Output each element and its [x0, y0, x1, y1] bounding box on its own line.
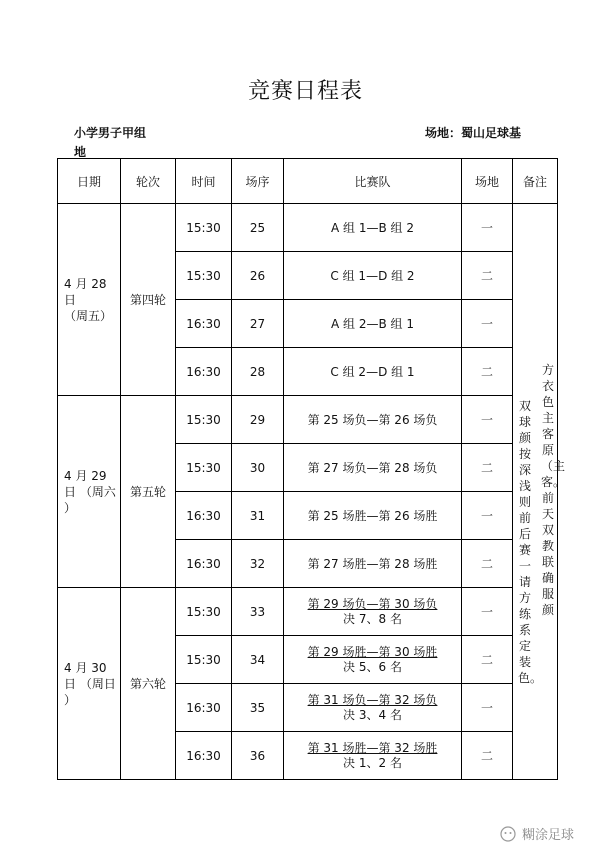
teams-cell: C 组 2—D 组 1 — [284, 348, 462, 396]
watermark — [500, 824, 574, 843]
seq-cell: 25 — [232, 204, 284, 252]
seq-cell: 35 — [232, 684, 284, 732]
header-row — [58, 159, 558, 204]
teams-main: 第 29 场胜—第 30 场胜 — [307, 644, 438, 659]
time-cell: 15:30 — [176, 396, 232, 444]
date-cell — [58, 588, 121, 780]
teams-sub: 决 5、6 名 — [343, 659, 402, 674]
note-cell — [513, 204, 566, 780]
table-row — [58, 204, 558, 252]
teams-main: 第 31 场胜—第 32 场胜 — [307, 740, 438, 755]
header-teams: 比赛队 — [284, 159, 462, 204]
page-title: 竞赛日程表 — [247, 79, 363, 104]
time-cell: 15:30 — [176, 252, 232, 300]
date-line: 日 （周六 — [64, 484, 116, 499]
seq-cell: 33 — [232, 588, 284, 636]
teams-cell — [284, 684, 462, 732]
teams-main: 第 29 场负—第 30 场负 — [307, 596, 438, 611]
table-row — [58, 396, 558, 444]
seq-cell: 32 — [232, 540, 284, 588]
date-line: 4 月 30 — [64, 660, 107, 675]
venue-label: 场地：蜀山足球基 — [425, 126, 522, 140]
teams-cell: 第 25 场胜—第 26 场胜 — [284, 492, 462, 540]
group-name: 小学男子甲组 — [74, 126, 147, 140]
seq-cell: 34 — [232, 636, 284, 684]
seq-cell: 30 — [232, 444, 284, 492]
group-label — [74, 124, 194, 162]
date-line: 4 月 29 — [64, 468, 107, 483]
seq-cell: 26 — [232, 252, 284, 300]
round-cell: 第四轮 — [121, 204, 176, 396]
watermark-text: 糊涂足球 — [522, 828, 575, 843]
field-cell: 一 — [462, 588, 513, 636]
header-note: 备注 — [513, 159, 558, 204]
field-cell: 二 — [462, 444, 513, 492]
time-cell: 15:30 — [176, 204, 232, 252]
field-cell: 一 — [462, 684, 513, 732]
field-cell: 一 — [462, 396, 513, 444]
round-cell: 第六轮 — [121, 588, 176, 780]
field-cell: 二 — [462, 636, 513, 684]
round-cell: 第五轮 — [121, 396, 176, 588]
time-cell: 16:30 — [176, 540, 232, 588]
teams-cell: 第 25 场负—第 26 场负 — [284, 396, 462, 444]
teams-main: 第 31 场负—第 32 场负 — [307, 692, 438, 707]
group-name-tail: 地 — [74, 145, 87, 159]
time-cell: 16:30 — [176, 684, 232, 732]
date-line: ） — [64, 692, 77, 707]
field-cell: 二 — [462, 540, 513, 588]
teams-cell — [284, 588, 462, 636]
seq-cell: 36 — [232, 732, 284, 780]
date-cell — [58, 204, 121, 396]
header-field: 场地 — [462, 159, 513, 204]
teams-cell: C 组 1—D 组 2 — [284, 252, 462, 300]
teams-sub: 决 1、2 名 — [343, 755, 402, 770]
time-cell: 15:30 — [176, 636, 232, 684]
schedule-table — [57, 158, 566, 780]
date-line: 日 （周日 — [64, 676, 116, 691]
header-seq: 场序 — [232, 159, 284, 204]
field-cell: 一 — [462, 300, 513, 348]
wechat-icon — [500, 826, 516, 842]
time-cell: 16:30 — [176, 492, 232, 540]
field-cell: 一 — [462, 492, 513, 540]
time-cell: 16:30 — [176, 732, 232, 780]
date-line: 4 月 28 — [64, 276, 107, 291]
seq-cell: 31 — [232, 492, 284, 540]
note-column-2: 方衣色主客原（主客。前天双教联确服颜 — [541, 363, 566, 617]
time-cell: 16:30 — [176, 300, 232, 348]
teams-cell — [284, 636, 462, 684]
time-cell: 16:30 — [176, 348, 232, 396]
field-cell: 二 — [462, 252, 513, 300]
teams-sub: 决 3、4 名 — [343, 707, 402, 722]
header-time: 时间 — [176, 159, 232, 204]
header-round: 轮次 — [121, 159, 176, 204]
seq-cell: 28 — [232, 348, 284, 396]
date-line: （周五） — [64, 308, 113, 323]
teams-sub: 决 7、8 名 — [343, 611, 402, 626]
time-cell: 15:30 — [176, 444, 232, 492]
field-cell: 二 — [462, 348, 513, 396]
date-line: ） — [64, 500, 77, 515]
header-date: 日期 — [58, 159, 121, 204]
table-row — [58, 588, 558, 636]
field-cell: 一 — [462, 204, 513, 252]
time-cell: 15:30 — [176, 588, 232, 636]
seq-cell: 29 — [232, 396, 284, 444]
date-cell — [58, 396, 121, 588]
field-cell: 二 — [462, 732, 513, 780]
teams-cell — [284, 732, 462, 780]
teams-cell: A 组 2—B 组 1 — [284, 300, 462, 348]
seq-cell: 27 — [232, 300, 284, 348]
teams-cell: 第 27 场胜—第 28 场胜 — [284, 540, 462, 588]
date-line: 日 — [64, 292, 77, 307]
teams-cell: A 组 1—B 组 2 — [284, 204, 462, 252]
teams-cell: 第 27 场负—第 28 场负 — [284, 444, 462, 492]
note-column-1: 双球颜按深浅则前后赛一请方练系定装色。 — [518, 399, 543, 685]
